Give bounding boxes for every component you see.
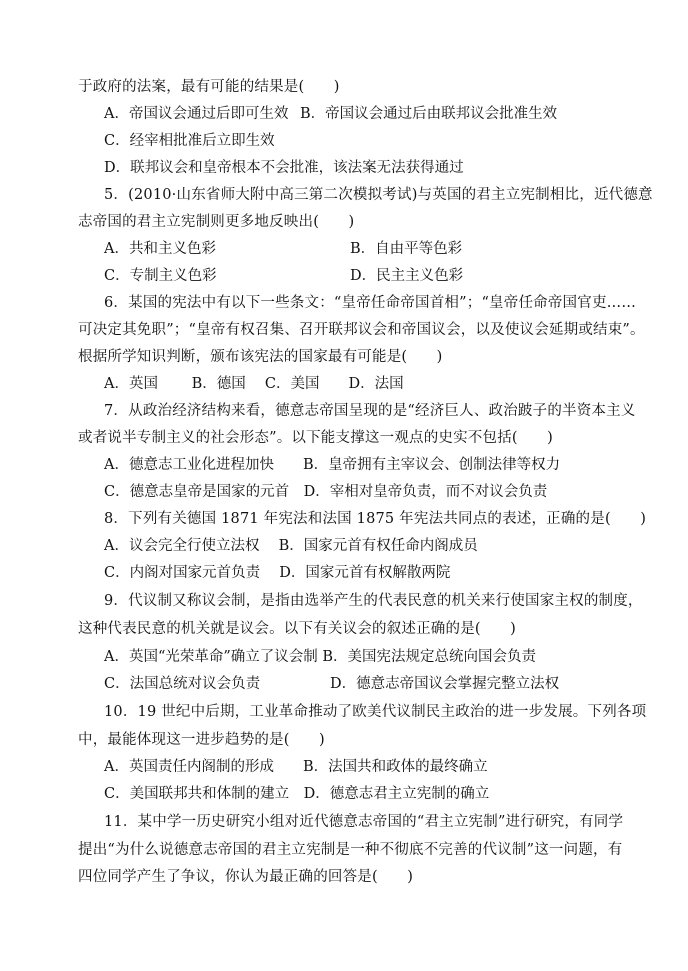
q5-option-b: B．自由平等色彩 bbox=[350, 241, 463, 257]
q11-stem-line-3: 四位同学产生了争议，你认为最正确的回答是( ) bbox=[78, 869, 414, 885]
q9-stem-line-1: 9．代议制又称议会制，是指由选举产生的代表民意的机关来行使国家主权的制度， bbox=[104, 593, 643, 609]
q4-option-a: A．帝国议会通过后即可生效 bbox=[104, 106, 289, 122]
q4-option-c: C．经宰相批准后立即生效 bbox=[104, 133, 275, 149]
q5-option-a: A．共和主义色彩 bbox=[104, 241, 216, 257]
q9-options-ab: A．英国“光荣革命”确立了议会制 B．美国宪法规定总统向国会负责 bbox=[104, 649, 537, 665]
q7-stem-line-1: 7．从政治经济结构来看，德意志帝国呈现的是“经济巨人、政治跛子的半资本主义 bbox=[104, 403, 636, 419]
q4-stem-tail: 于政府的法案，最有可能的结果是( ) bbox=[78, 79, 340, 95]
q10-options-cd: C．美国联邦共和体制的建立 D．德意志君主立宪制的确立 bbox=[104, 786, 490, 802]
q7-options-ab: A．德意志工业化进程加快 B．皇帝拥有主宰议会、创制法律等权力 bbox=[104, 457, 561, 473]
q6-stem-line-1: 6．某国的宪法中有以下一些条文：“皇帝任命帝国首相”；“皇帝任命帝国官吏…… bbox=[104, 295, 637, 311]
q8-options-cd: C．内阁对国家元首负责 D．国家元首有权解散两院 bbox=[104, 565, 451, 581]
q8-stem-line-1: 8．下列有关德国 1871 年宪法和法国 1875 年宪法共同点的表述，正确的是( ) bbox=[104, 511, 647, 527]
q11-stem-line-1: 11．某中学一历史研究小组对近代德意志帝国的“君主立宪制”进行研究，有同学 bbox=[104, 814, 624, 830]
q6-stem-line-2: 可决定其免职”；“皇帝有权召集、召开联邦议会和帝国议会，以及使议会延期或结束”。 bbox=[78, 322, 645, 338]
q4-option-d: D．联邦议会和皇帝根本不会批准，该法案无法获得通过 bbox=[104, 160, 464, 176]
q6-options: A．英国 B．德国 C．美国 D．法国 bbox=[104, 376, 404, 392]
q10-options-ab: A．英国责任内阁制的形成 B．法国共和政体的最终确立 bbox=[104, 759, 488, 775]
q10-stem-line-1: 10．19 世纪中后期，工业革命推动了欧美代议制民主政治的进一步发展。下列各项 bbox=[104, 704, 647, 720]
q8-options-ab: A．议会完全行使立法权 B．国家元首有权任命内阁成员 bbox=[104, 538, 478, 554]
q7-stem-line-2: 或者说半专制主义的社会形态”。以下能支撑这一观点的史实不包括( ) bbox=[78, 430, 554, 446]
q11-stem-line-2: 提出“为什么说德意志帝国的君主立宪制是一种不彻底不完善的代议制”这一问题，有 bbox=[78, 842, 623, 858]
q10-stem-line-2: 中，最能体现这一进步趋势的是( ) bbox=[78, 732, 325, 748]
q9-stem-line-2: 这种代表民意的机关就是议会。以下有关议会的叙述正确的是( ) bbox=[78, 621, 517, 637]
q5-option-c: C．专制主义色彩 bbox=[104, 268, 217, 284]
q4-option-b: B．帝国议会通过后由联邦议会批准生效 bbox=[300, 106, 558, 122]
q5-stem-line-2: 志帝国的君主立宪制则更多地反映出( ) bbox=[78, 214, 355, 230]
q9-option-d: D．德意志帝国议会掌握完整立法权 bbox=[330, 676, 560, 692]
q9-option-c: C．法国总统对议会负责 bbox=[104, 676, 261, 692]
q6-stem-line-3: 根据所学知识判断，颁布该宪法的国家最有可能是( ) bbox=[78, 349, 443, 365]
q5-stem-line-1: 5．(2010·山东省师大附中高三第二次模拟考试)与英国的君主立宪制相比，近代德意 bbox=[104, 187, 653, 203]
q7-options-cd: C．德意志皇帝是国家的元首 D．宰相对皇帝负责，而不对议会负责 bbox=[104, 484, 548, 500]
q5-option-d: D．民主主义色彩 bbox=[350, 268, 464, 284]
